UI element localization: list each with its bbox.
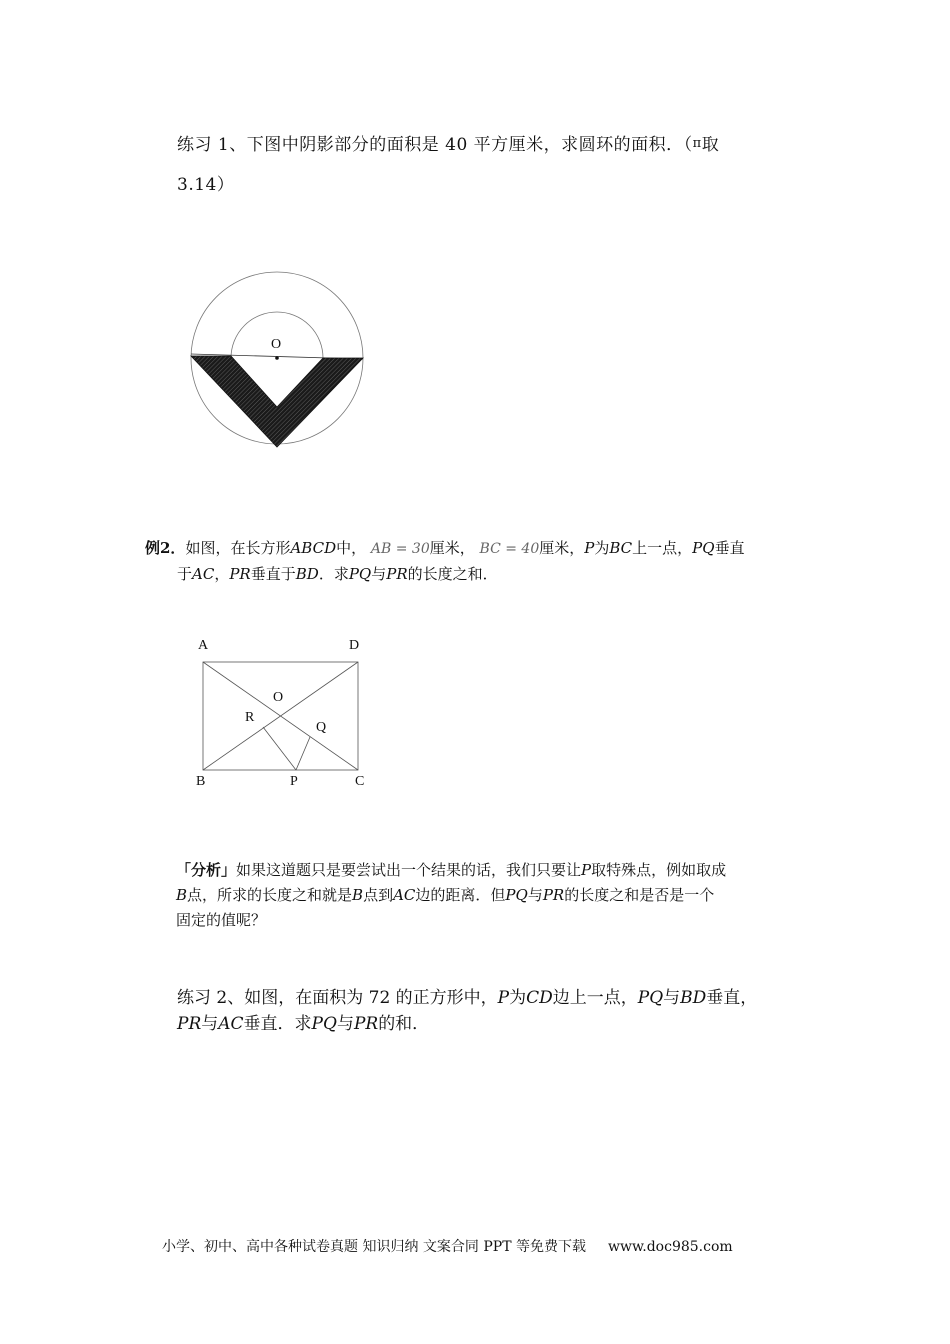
ex2-p: P	[584, 539, 595, 557]
label-q: Q	[316, 720, 327, 735]
p2-text-6: 与	[201, 1014, 219, 1034]
ex2-text-3: 厘米，	[429, 539, 475, 557]
analysis-pq: PQ	[505, 886, 528, 904]
label-c: C	[355, 774, 365, 789]
p2-pq-2: PQ	[311, 1014, 337, 1034]
center-label-o: O	[271, 337, 282, 352]
ex2-text-10: 垂直于	[250, 565, 296, 583]
p2-text-7: 垂直．求	[243, 1014, 312, 1034]
example-2-label: 例2．	[145, 539, 186, 557]
ex2-pq-2: PQ	[348, 565, 372, 583]
label-a: A	[198, 638, 209, 653]
ex2-text-9: ，	[214, 565, 230, 583]
center-point	[275, 356, 279, 360]
p2-text-5: 垂直，	[706, 988, 758, 1008]
analysis-ac: AC	[393, 886, 416, 904]
ex2-bc: BC	[609, 539, 633, 557]
analysis-b-1: B	[176, 886, 188, 904]
ex2-ab-equation: AB = 30	[370, 541, 430, 557]
ex2-text-5: 为	[594, 539, 610, 557]
p2-ac: AC	[218, 1014, 244, 1034]
p2-text-9: 的和．	[378, 1014, 430, 1034]
label-d: D	[349, 638, 360, 653]
analysis-text-1: 如果这道题只是要尝试出一个结果的话，我们只要让	[236, 861, 582, 879]
footer-text: 小学、初中、高中各种试卷真题 知识归纳 文案合同 PPT 等免费下载	[162, 1239, 586, 1255]
analysis-text-6: 与	[527, 886, 543, 904]
ex2-text-4: 厘米，	[539, 539, 585, 557]
analysis-label: 「分析」	[176, 861, 237, 879]
ex2-ac: AC	[192, 565, 215, 583]
practice-1-line1-end: 取	[701, 135, 720, 155]
analysis-text-8: 固定的值呢？	[176, 911, 267, 929]
analysis-b-2: B	[352, 886, 364, 904]
ex2-text-7: 垂直	[714, 539, 745, 557]
analysis-text-5: 边的距离．但	[415, 886, 506, 904]
ex2-pr-2: PR	[386, 565, 408, 583]
ex2-text-13: 的长度之和．	[407, 565, 498, 583]
ex2-text-12: 与	[371, 565, 387, 583]
ex2-text-8: 于	[177, 565, 193, 583]
p2-pq: PQ	[637, 988, 664, 1008]
p2-bd: BD	[680, 988, 707, 1008]
footer	[162, 1236, 862, 1256]
p2-text-8: 与	[336, 1014, 354, 1034]
practice-1-line1: 练习 1、下图中阴影部分的面积是 40 平方厘米，求圆环的面积．（	[177, 135, 693, 155]
ex2-pq: PQ	[692, 539, 715, 557]
p2-text-1: 练习 2、如图，在面积为 72 的正方形中，	[177, 988, 498, 1008]
p2-pr: PR	[177, 1014, 202, 1034]
p2-text-3: 边上一点，	[552, 988, 638, 1008]
ex2-text-6: 上一点，	[632, 539, 693, 557]
ex2-text-11: ．求	[318, 565, 349, 583]
label-b: B	[196, 774, 206, 789]
p2-cd: CD	[526, 988, 553, 1008]
segment-pr	[263, 727, 296, 770]
analysis-text-7: 的长度之和是否是一个	[564, 886, 715, 904]
segment-pq	[296, 737, 310, 770]
p2-text-4: 与	[663, 988, 681, 1008]
practice-1-text	[177, 124, 817, 205]
analysis-pr: PR	[542, 886, 565, 904]
shaded-region	[191, 356, 363, 447]
label-r: R	[245, 710, 255, 725]
ex2-bc-equation: BC = 40	[479, 541, 540, 557]
practice-2-text	[177, 985, 827, 1037]
analysis-text-4: 点到	[363, 886, 394, 904]
pi-symbol: π	[692, 136, 702, 151]
analysis-text	[176, 858, 816, 933]
ex2-pr: PR	[229, 565, 251, 583]
example-2-text	[145, 536, 815, 587]
practice-1-line2: 3.14）	[177, 175, 235, 195]
analysis-text-2: 取特殊点，例如取成	[591, 861, 727, 879]
label-p: P	[290, 774, 298, 789]
footer-url[interactable]: www.doc985.com	[607, 1239, 733, 1255]
analysis-text-3: 点，所求的长度之和就是	[187, 886, 353, 904]
p2-text-2: 为	[509, 988, 527, 1008]
ex2-bd: BD	[295, 565, 319, 583]
analysis-p: P	[581, 861, 592, 879]
ex2-text-2: 中，	[336, 539, 367, 557]
ex2-text-1: 如图，在长方形	[185, 539, 291, 557]
p2-pr-2: PR	[353, 1014, 379, 1034]
label-o: O	[273, 690, 284, 705]
rectangle-figure	[190, 630, 380, 795]
annulus-figure	[185, 270, 375, 460]
ex2-abcd: ABCD	[290, 539, 337, 557]
p2-p: P	[497, 988, 510, 1008]
